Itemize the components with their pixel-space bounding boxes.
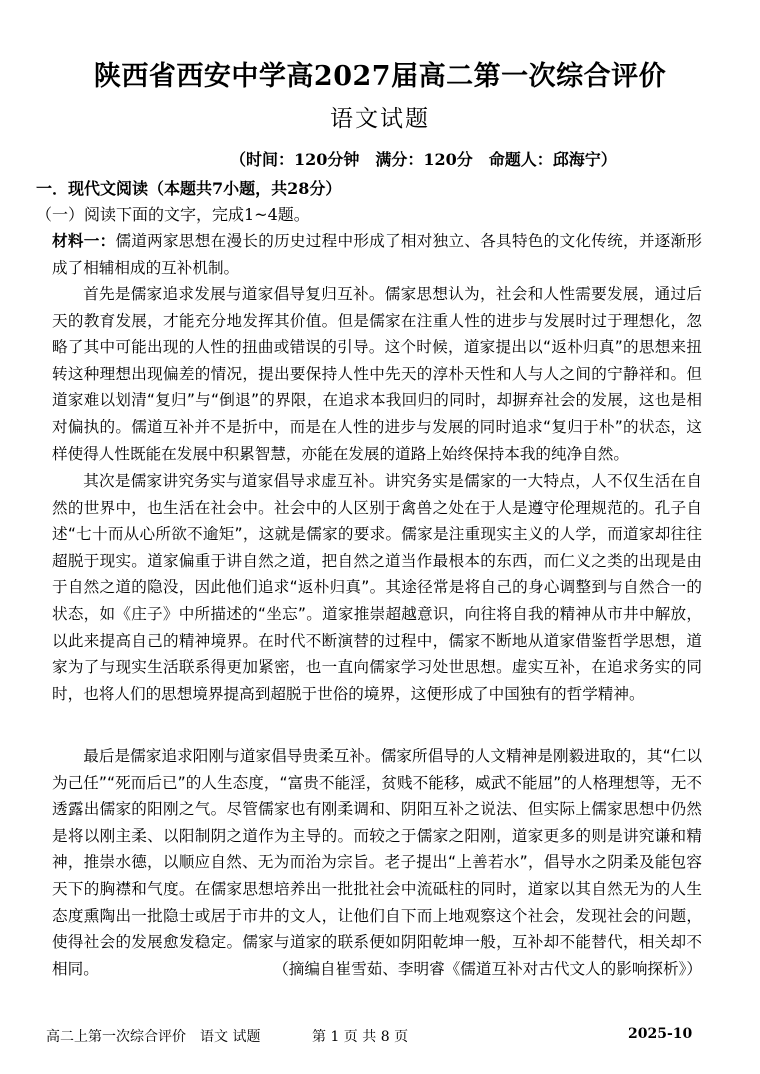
footer-date: 2025-10	[628, 1026, 693, 1042]
material-label: 材料一：	[52, 232, 116, 250]
material-intro	[52, 228, 702, 281]
material-intro-text: 儒道两家思想在漫长的历史过程中形成了相对独立、各具特色的文化传统，并逐渐形成了相辅相成的互补机制。	[52, 232, 702, 277]
footer-page-number: 第 1 页 共 8 页	[312, 1029, 409, 1045]
footer-exam-name: 高二上第一次综合评价 语文 试题	[46, 1029, 261, 1045]
exam-title: 陕西省西安中学高2027届高二第一次综合评价	[93, 61, 667, 92]
section-heading: 一．现代文阅读（本题共7小题，共28分）	[36, 179, 342, 198]
paragraph-1: 首先是儒家追求发展与道家倡导复归互补。儒家思想认为，社会和人性需要发展，通过后天的教育发展，才能充分地发挥其价值。但是儒家在注重人性的进步与发展时过于理想化，忽略了其中可能出现的人性的扭曲或错误的引导。这个时候，道家提出以“返朴归真”的思想来扭转这种理想出现偏差的情况，提出要保持人性中先天的淳朴天性和人与人之间的宁静祥和。但道家难以划清“复归”与“倒退”的界限，在追求本我回归的同时，却摒弃社会的发展，这也是相对偏执的。儒道互补并不是折中，而是在人性的进步与发展的同时追求“复归于朴”的状态，这样使得人性既能在发展中积累智慧，亦能在发展的道路上始终保持本我的纯净自然。	[52, 285, 702, 463]
exam-meta: （时间：120分钟 满分：120分 命题人：邱海宁）	[230, 150, 617, 169]
exam-subtitle: 语文试题	[330, 106, 430, 132]
source-citation: （摘编自崔雪茹、李明睿《儒道互补对古代文人的影响探析》）	[273, 959, 702, 978]
paragraph-2: 其次是儒家讲究务实与道家倡导求虚互补。讲究务实是儒家的一大特点，人不仅生活在自然的世界中，也生活在社会中。社会中的人区别于禽兽之处在于人是遵守伦理规范的。孔子自述“七十而从心所欲不逾矩”，这就是儒家的要求。儒家是注重现实主义的人学，而道家却往往超脱于现实。道家偏重于讲自然之道，把自然之道当作最根本的东西，而仁义之类的出现是由于自然之道的隐没，因此他们追求“返朴归真”。其途径常是将自己的身心调整到与自然合一的状态，如《庄子》中所描述的“坐忘”。道家推崇超越意识，向往将自我的精神从市井中解放，以此来提高自己的精神境界。在时代不断演替的过程中，儒家不断地从道家借鉴哲学思想，道家为了与现实生活联系得更加紧密，也一直向儒家学习处世思想。虚实互补，在追求务实的同时，也将人们的思想境界提高到超脱于世俗的境界，这便形成了中国独有的哲学精神。	[52, 472, 702, 703]
paragraph-3-text: 最后是儒家追求阳刚与道家倡导贵柔互补。儒家所倡导的人文精神是刚毅进取的，其“仁以为己任”“死而后已”的人生态度，“富贵不能淫，贫贱不能移，威武不能屈”的人格理想等，无不透露出儒家的阳刚之气。尽管儒家也有刚柔调和、阴阳互补之说法、但实际上儒家思想中仍然是将以刚主柔、以阳制阴之道作为主导的。而较之于儒家之阳刚，道家更多的则是讲究谦和精神，推崇水德，以顺应自然、无为而治为宗旨。老子提出“上善若水”，倡导水之阴柔及能包容天下的胸襟和气度。在儒家思想培养出一批批社会中流砥柱的同时，道家以其自然无为的人生态度熏陶出一批隐士或居于市井的文人，让他们自下而上地观察这个社会，发现社会的问题，使得社会的发展愈发稳定。儒家与道家的联系便如阴阳乾坤一般，互补却不能替代，相关却不相同。	[52, 747, 702, 978]
paragraph-3	[52, 743, 702, 982]
subsection-instruction: （一）阅读下面的文字，完成1~4题。	[36, 205, 310, 224]
